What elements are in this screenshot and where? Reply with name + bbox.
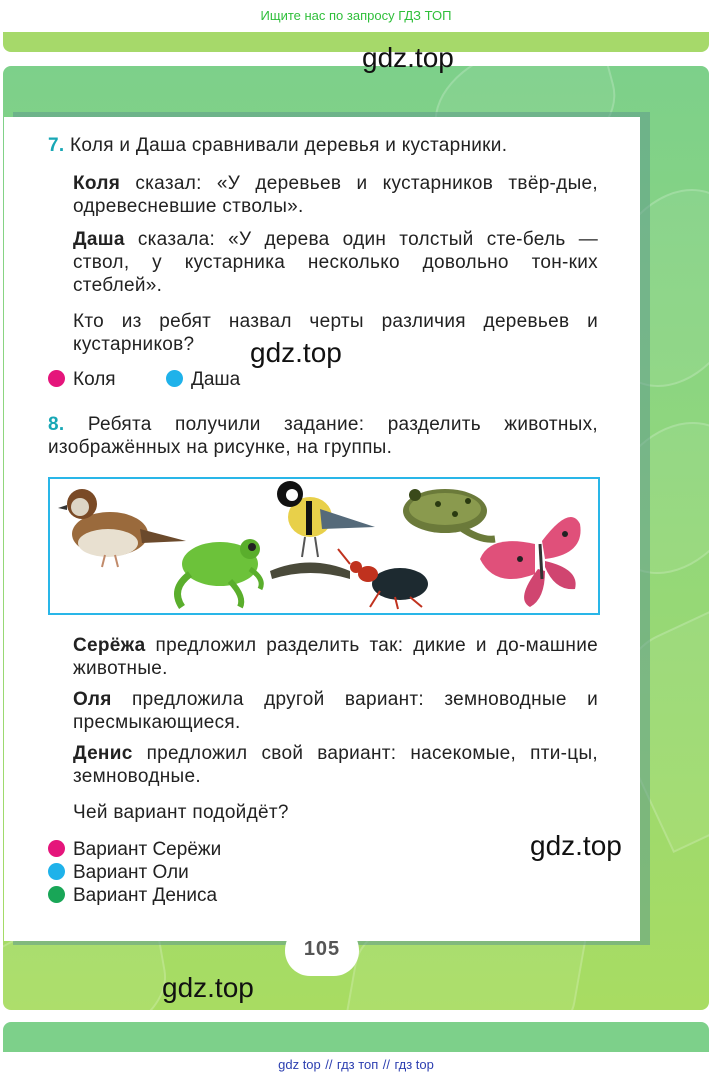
footer-link-gdz-top-mixed[interactable]: гдз top — [394, 1057, 434, 1072]
task8-denis-paragraph — [73, 742, 598, 788]
dasha-name: Даша — [73, 229, 125, 250]
watermark: gdz.top — [530, 830, 622, 861]
task7-question-text: Коля и Даша сравнивали деревья и кустарники. — [70, 135, 508, 156]
task7-question — [48, 134, 598, 157]
dasha-text: сказала: «У дерева один толстый сте-бель — ствол, у кустарника несколько довольно тон-ких стеблей». — [73, 229, 598, 296]
previous-page-edge — [3, 32, 709, 52]
footer-link-gdz-top[interactable]: gdz top — [278, 1057, 321, 1072]
task7-ask — [73, 310, 598, 356]
top-search-link[interactable]: Ищите нас по запросу ГДЗ ТОП — [260, 8, 452, 23]
animals-drawing — [50, 479, 598, 613]
seryozha-name: Серёжа — [73, 635, 146, 656]
task8-question-text: Ребята получили задание: разделить животных, изображённых на рисунке, на группы. — [48, 414, 598, 458]
watermark: gdz.top — [362, 42, 454, 73]
footer-separator: // — [382, 1057, 391, 1072]
next-page-edge — [3, 1022, 709, 1052]
option-label: Вариант Серёжи — [73, 839, 222, 860]
option-label: Вариант Оли — [73, 862, 189, 883]
footer-link-gdz-top-ru[interactable]: гдз топ — [336, 1057, 379, 1072]
denis-name: Денис — [73, 743, 133, 764]
green-dot-icon — [48, 886, 65, 903]
toad-icon — [403, 489, 495, 539]
task8-seryozha-paragraph — [73, 634, 598, 680]
task8-olya-paragraph — [73, 688, 598, 734]
task7-option-dasha[interactable] — [166, 368, 240, 391]
frog-icon — [178, 539, 262, 607]
denis-text: предложил свой вариант: насекомые, пти-цы, земноводные. — [73, 743, 598, 787]
magenta-dot-icon — [48, 840, 65, 857]
beetle-icon — [338, 549, 428, 609]
footer-links — [0, 1052, 712, 1082]
task-number: 7. — [48, 135, 65, 156]
task7-dasha-paragraph — [73, 228, 598, 297]
task8-question — [48, 413, 598, 459]
task8-ask-text: Чей вариант подойдёт? — [73, 802, 289, 823]
animals-illustration — [48, 477, 600, 615]
option-label: Даша — [191, 369, 241, 390]
olya-text: предложила другой вариант: земноводные и пресмыкающиеся. — [73, 689, 598, 733]
kolya-name: Коля — [73, 173, 121, 194]
kolya-text: сказал: «У деревьев и кустарников твёр-дые, одревесневшие стволы». — [73, 173, 598, 217]
task8-option-olya[interactable] — [48, 861, 189, 884]
watermark: gdz.top — [162, 972, 254, 1003]
task7-kolya-paragraph — [73, 172, 598, 218]
task-number: 8. — [48, 414, 65, 435]
watermark: gdz.top — [250, 337, 342, 368]
task7-option-kolya[interactable] — [48, 368, 116, 391]
task8-option-seryozha[interactable] — [48, 838, 221, 861]
cyan-dot-icon — [48, 863, 65, 880]
olya-name: Оля — [73, 689, 112, 710]
magenta-dot-icon — [48, 370, 65, 387]
seryozha-text: предложил разделить так: дикие и до-машние животные. — [73, 635, 598, 679]
task7-ask-text: Кто из ребят назвал черты различия деревьев и кустарников? — [73, 311, 598, 355]
sparrow-icon — [58, 489, 186, 567]
top-search-banner — [0, 0, 712, 32]
footer-separator: // — [325, 1057, 333, 1072]
cyan-dot-icon — [166, 370, 183, 387]
page-number: 105 — [303, 938, 341, 960]
page-number-badge — [285, 920, 359, 976]
option-label: Коля — [73, 369, 116, 390]
task8-ask — [73, 801, 598, 824]
task8-option-denis[interactable] — [48, 884, 217, 907]
butterfly-icon — [480, 517, 581, 607]
option-label: Вариант Дениса — [73, 885, 218, 906]
